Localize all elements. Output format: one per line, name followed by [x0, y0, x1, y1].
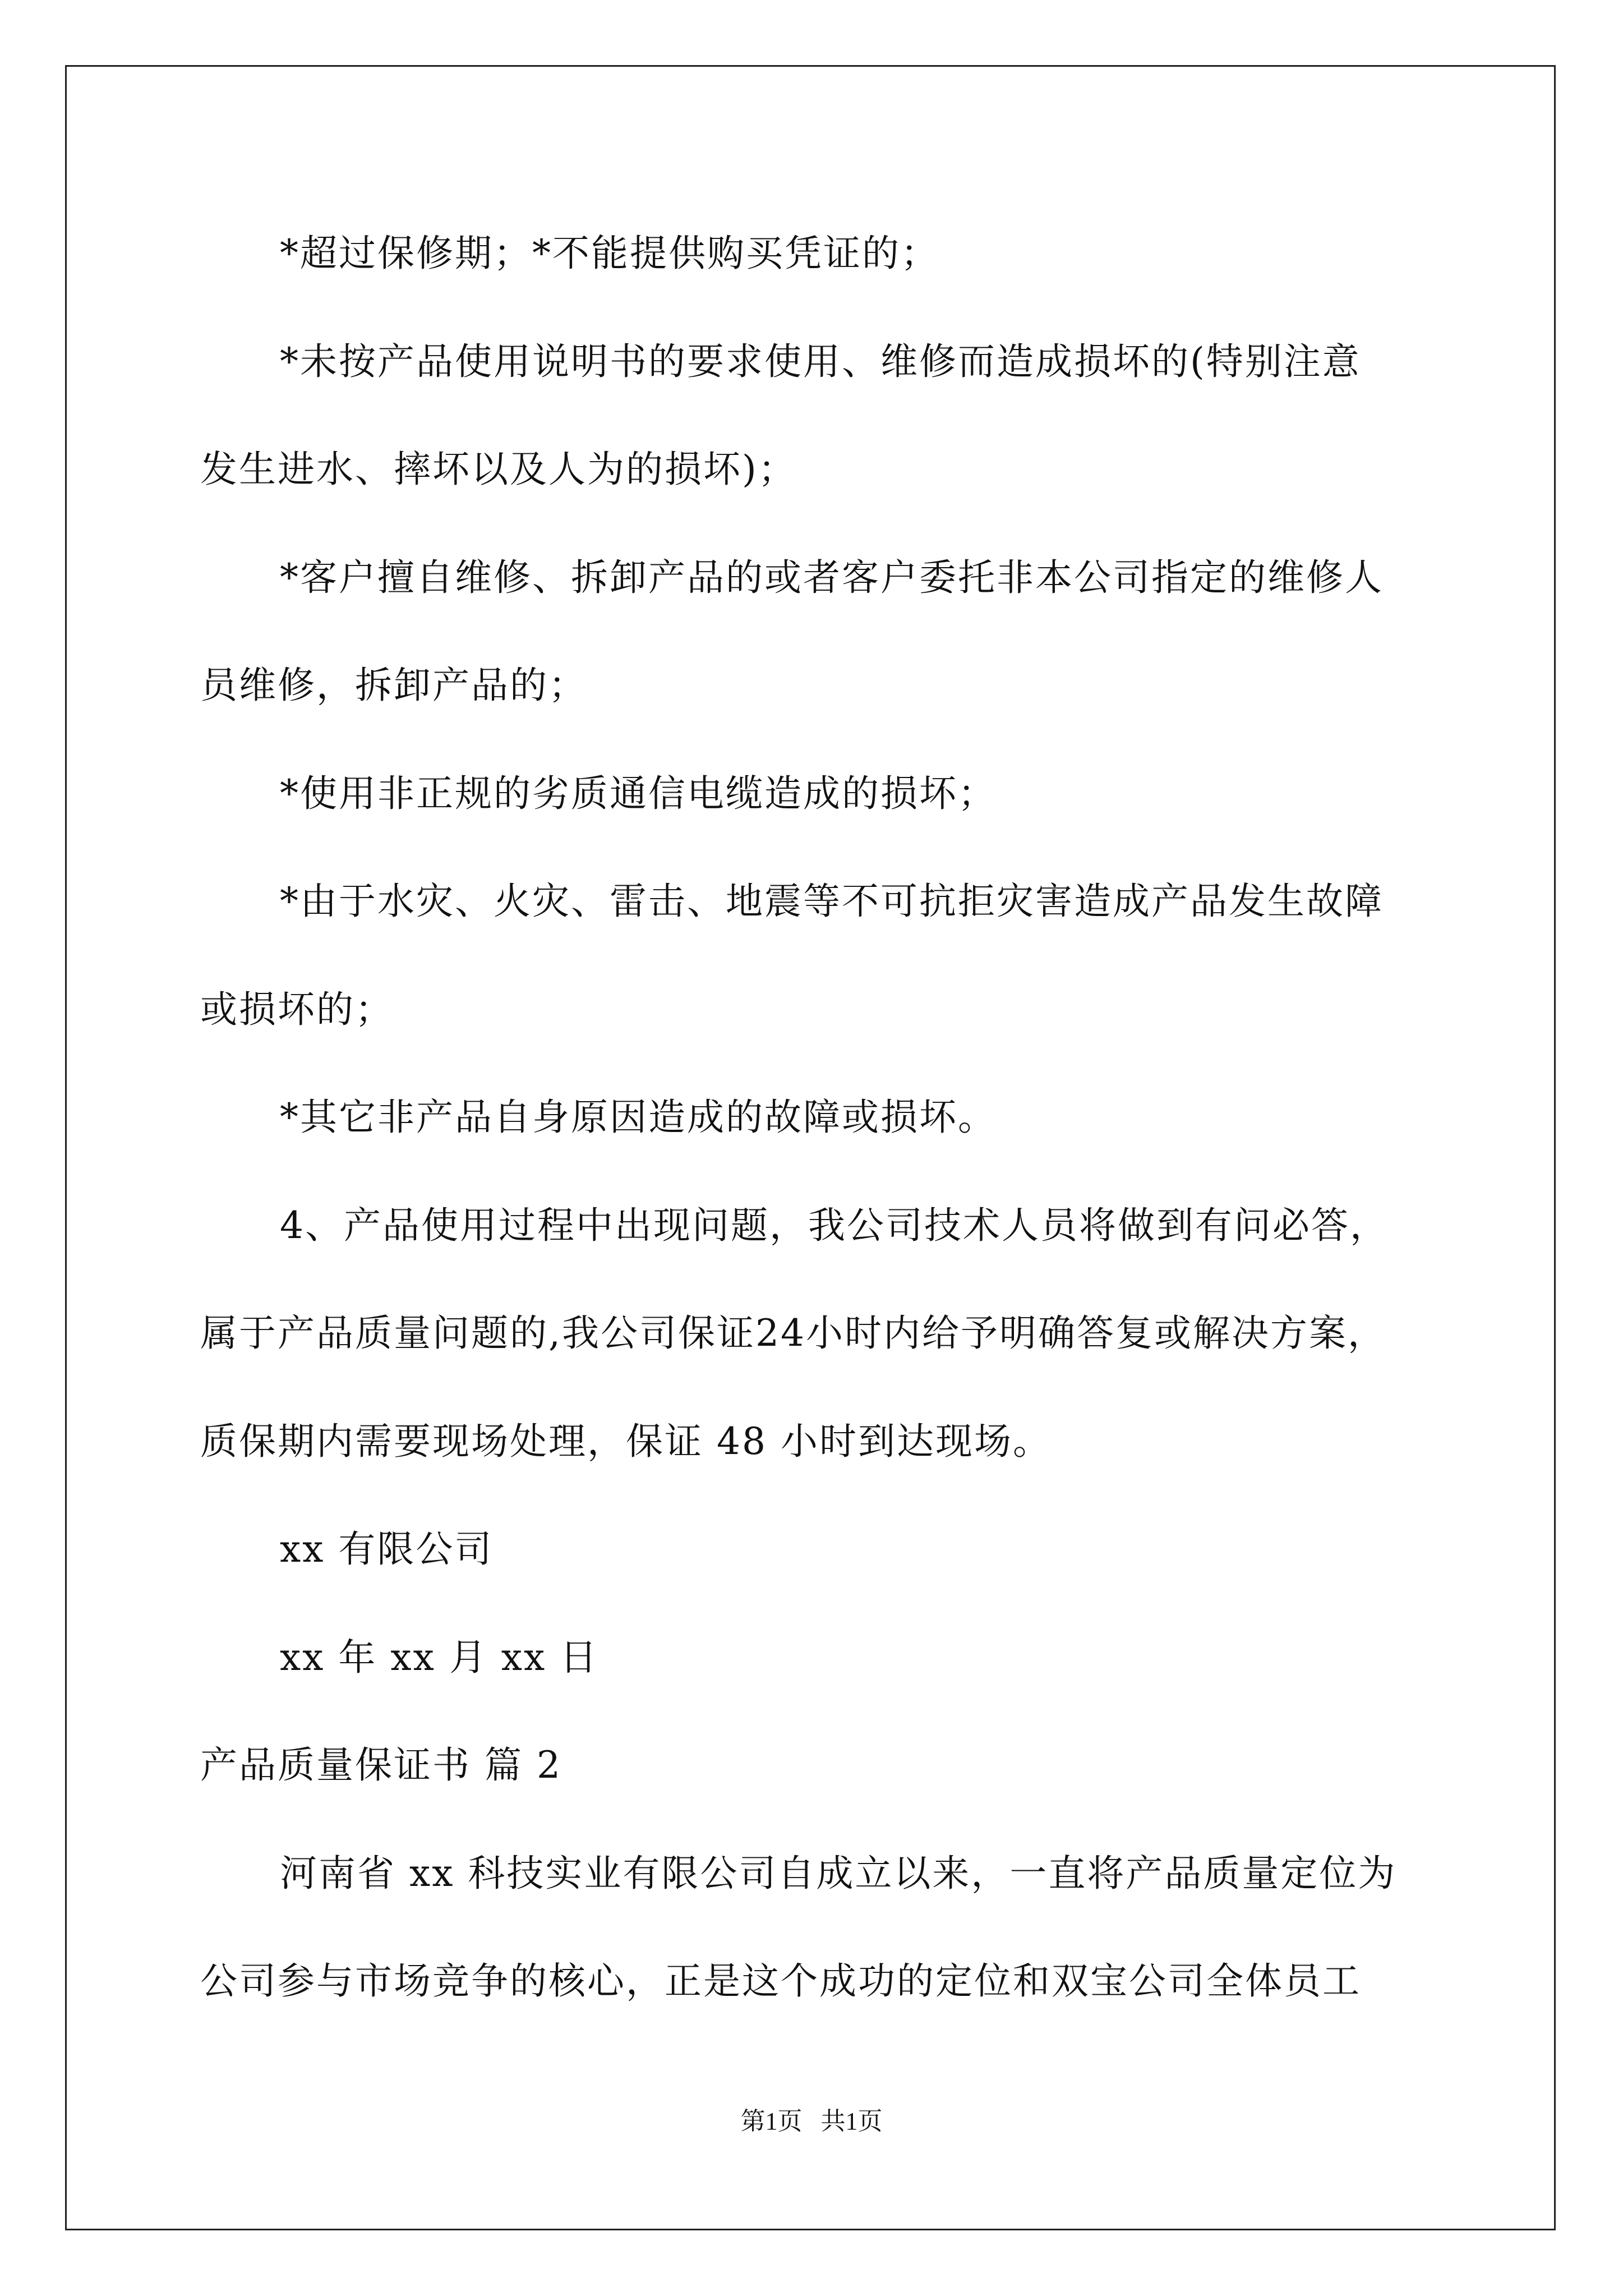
- paragraph-line: *其它非产品自身原因造成的故障或损坏。: [280, 1096, 997, 1139]
- paragraph-line: 发生进水、摔坏以及人为的损坏)；: [200, 448, 797, 491]
- paragraph-line: *使用非正规的劣质通信电缆造成的损坏；: [280, 772, 997, 815]
- paragraph-line: 属于产品质量问题的,我公司保证24小时内给予明确答复或解决方案，: [200, 1312, 1386, 1355]
- company-name: xx 有限公司: [280, 1527, 494, 1571]
- page-border: [65, 65, 1556, 2230]
- paragraph-line: 员维修，拆卸产品的；: [200, 664, 587, 707]
- paragraph-line: 公司参与市场竞争的核心，正是这个成功的定位和双宝公司全体员工: [200, 1959, 1361, 2003]
- paragraph-line: *由于水灾、火灾、雷击、地震等不可抗拒灾害造成产品发生故障: [280, 880, 1384, 923]
- paragraph-line: 河南省 xx 科技实业有限公司自成立以来，一直将产品质量定位为: [280, 1852, 1397, 1895]
- page-footer: 第1页 共1页: [740, 2108, 883, 2135]
- paragraph-line: *客户擅自维修、拆卸产品的或者客户委托非本公司指定的维修人: [280, 556, 1384, 599]
- section-heading: 产品质量保证书 篇 2: [200, 1743, 562, 1787]
- paragraph-line: *未按产品使用说明书的要求使用、维修而造成损坏的(特别注意: [280, 340, 1361, 383]
- paragraph-line: 质保期内需要现场处理，保证 48 小时到达现场。: [200, 1420, 1052, 1463]
- paragraph-line: 4、产品使用过程中出现问题，我公司技术人员将做到有问必答，: [280, 1204, 1389, 1247]
- paragraph-line: 或损坏的；: [200, 988, 394, 1031]
- paragraph-line: *超过保修期；*不能提供购买凭证的；: [280, 232, 939, 275]
- date-line: xx 年 xx 月 xx 日: [280, 1636, 599, 1679]
